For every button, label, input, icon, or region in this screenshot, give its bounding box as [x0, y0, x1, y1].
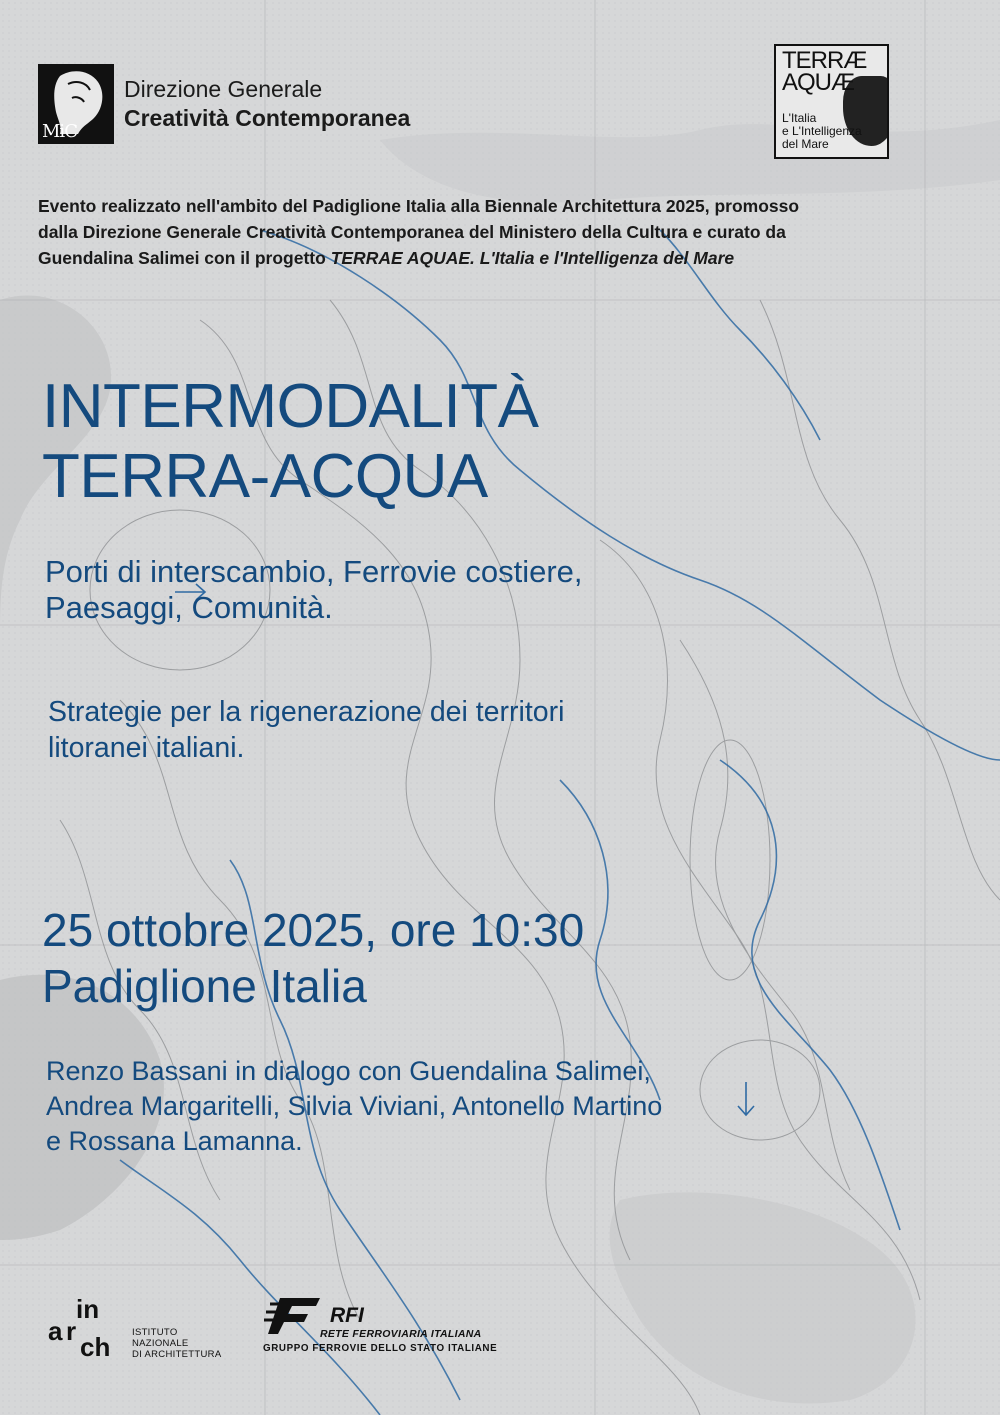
organization-name-line2: Creatività Contemporanea	[124, 105, 411, 131]
inarch-caption	[132, 1327, 221, 1360]
event-datetime: 25 ottobre 2025, ore 10:30	[42, 904, 585, 956]
intro-line3-text: Guendalina Salimei con il progetto	[38, 248, 331, 268]
svg-text:r: r	[66, 1316, 77, 1346]
terrae-logo-title-line1: TERRÆ	[782, 47, 867, 74]
inarch-caption-line3: DI ARCHITETTURA	[132, 1349, 222, 1360]
event-subtitle-line1: Porti di interscambio, Ferrovie costiere,	[45, 554, 583, 589]
event-subtitle-line2: Paesaggi, Comunità.	[45, 590, 333, 625]
event-description-line2: litoranei italiani.	[48, 732, 245, 764]
terrae-logo-subtitle-line1: L'Italia	[782, 111, 817, 125]
event-speakers-line2: Andrea Margaritelli, Silvia Viviani, Antonello Martino	[46, 1091, 663, 1121]
terrae-logo-subtitle	[782, 112, 862, 151]
organization-name	[124, 75, 410, 133]
event-venue: Padiglione Italia	[42, 960, 367, 1012]
rfi-name: RFI	[330, 1304, 364, 1327]
event-title-line1: INTERMODALITÀ	[42, 372, 539, 441]
intro-line1: Evento realizzato nell'ambito del Padiglione Italia alla Biennale Architettura 2025, promosso	[38, 196, 800, 216]
terrae-logo-subtitle-line3: del Mare	[782, 137, 829, 151]
rfi-full-name: RETE FERROVIARIA ITALIANA	[320, 1328, 482, 1340]
rfi-group-name: GRUPPO FERROVIE DELLO STATO ITALIANE	[263, 1343, 498, 1354]
event-speakers-line3: e Rossana Lamanna.	[46, 1126, 303, 1156]
intro-line3	[38, 245, 968, 271]
inarch-caption-line1: ISTITUTO	[132, 1327, 178, 1338]
event-speakers	[46, 1054, 662, 1159]
event-when-where	[42, 902, 584, 1014]
svg-text:a: a	[48, 1316, 63, 1346]
intro-line2: dalla Direzione Generale Creatività Contemporanea del Ministero della Cultura e curato da	[38, 222, 786, 242]
event-description	[48, 694, 564, 766]
event-speakers-line1: Renzo Bassani in dialogo con Guendalina Salimei,	[46, 1056, 651, 1086]
event-subtitle	[45, 554, 583, 626]
mic-logo	[38, 64, 114, 144]
mic-logo-text: MiC	[42, 121, 77, 142]
event-title-line2: TERRA-ACQUA	[42, 442, 488, 511]
organization-name-line1: Direzione Generale	[124, 76, 323, 102]
terrae-aquae-logo	[774, 44, 889, 159]
event-title	[42, 372, 538, 512]
intro-paragraph	[38, 193, 968, 271]
svg-text:in: in	[76, 1296, 100, 1324]
inarch-caption-line2: NAZIONALE	[132, 1338, 189, 1349]
inarch-logo	[46, 1296, 128, 1358]
event-description-line1: Strategie per la rigenerazione dei territori	[48, 696, 565, 728]
svg-text:ch: ch	[80, 1332, 111, 1358]
intro-project-title: TERRAE AQUAE. L'Italia e l'Intelligenza del Mare	[330, 248, 735, 268]
terrae-logo-subtitle-line2: e L'Intelligenza	[782, 124, 862, 138]
terrae-logo-title-line2: AQUÆ	[782, 69, 855, 96]
rfi-logo-icon	[262, 1294, 322, 1336]
